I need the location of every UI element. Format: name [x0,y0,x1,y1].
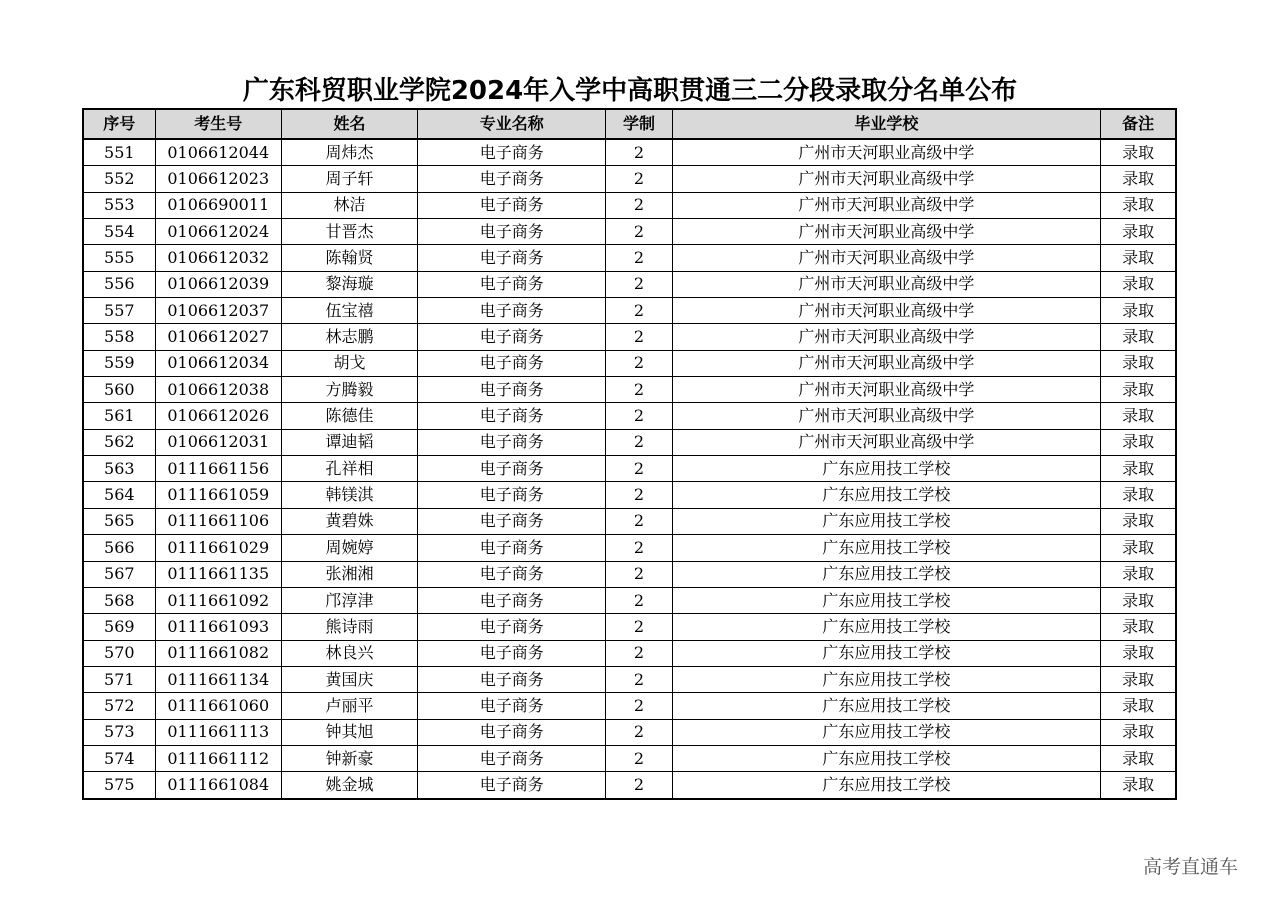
cell-school: 广州市天河职业高级中学 [672,271,1101,297]
cell-years: 2 [606,139,672,166]
cell-exam-id: 0106612023 [155,166,281,192]
column-header-serial: 序号 [83,109,155,139]
cell-name: 周子轩 [281,166,417,192]
table-row [83,377,1176,403]
cell-exam-id: 0111661084 [155,772,281,799]
table-row [83,535,1176,561]
cell-name: 黎海璇 [281,271,417,297]
cell-exam-id: 0106612039 [155,271,281,297]
cell-exam-id: 0111661092 [155,587,281,613]
cell-school: 广东应用技工学校 [672,508,1101,534]
cell-major: 电子商务 [418,271,606,297]
cell-serial: 565 [83,508,155,534]
table-row [83,456,1176,482]
cell-major: 电子商务 [418,219,606,245]
cell-school: 广东应用技工学校 [672,719,1101,745]
cell-major: 电子商务 [418,614,606,640]
cell-name: 谭迪韬 [281,429,417,455]
column-header-note: 备注 [1101,109,1176,139]
cell-major: 电子商务 [418,772,606,799]
cell-school: 广州市天河职业高级中学 [672,429,1101,455]
cell-major: 电子商务 [418,166,606,192]
cell-name: 卢丽平 [281,693,417,719]
table-row [83,324,1176,350]
cell-major: 电子商务 [418,482,606,508]
column-header-school: 毕业学校 [672,109,1101,139]
table-row [83,745,1176,771]
cell-serial: 570 [83,640,155,666]
cell-serial: 559 [83,350,155,376]
cell-major: 电子商务 [418,693,606,719]
cell-exam-id: 0106612044 [155,139,281,166]
cell-major: 电子商务 [418,640,606,666]
cell-major: 电子商务 [418,561,606,587]
cell-major: 电子商务 [418,666,606,692]
cell-serial: 558 [83,324,155,350]
cell-exam-id: 0111661134 [155,666,281,692]
cell-school: 广州市天河职业高级中学 [672,219,1101,245]
cell-exam-id: 0111661106 [155,508,281,534]
cell-note: 录取 [1101,350,1176,376]
cell-serial: 560 [83,377,155,403]
cell-major: 电子商务 [418,456,606,482]
cell-school: 广州市天河职业高级中学 [672,324,1101,350]
cell-note: 录取 [1101,271,1176,297]
cell-note: 录取 [1101,719,1176,745]
cell-serial: 575 [83,772,155,799]
cell-school: 广东应用技工学校 [672,587,1101,613]
cell-years: 2 [606,298,672,324]
cell-years: 2 [606,271,672,297]
cell-major: 电子商务 [418,429,606,455]
cell-serial: 556 [83,271,155,297]
cell-note: 录取 [1101,139,1176,166]
page-title: 广东科贸职业学院2024年入学中高职贯通三二分段录取分名单公布 [242,76,1018,106]
cell-name: 陈翰贤 [281,245,417,271]
cell-years: 2 [606,219,672,245]
cell-serial: 567 [83,561,155,587]
cell-note: 录取 [1101,614,1176,640]
table-row [83,561,1176,587]
table-row [83,719,1176,745]
cell-serial: 572 [83,693,155,719]
cell-years: 2 [606,614,672,640]
cell-exam-id: 0111661113 [155,719,281,745]
cell-years: 2 [606,587,672,613]
cell-school: 广州市天河职业高级中学 [672,298,1101,324]
cell-years: 2 [606,324,672,350]
table-row [83,693,1176,719]
cell-note: 录取 [1101,298,1176,324]
admission-table [82,108,1177,800]
cell-note: 录取 [1101,561,1176,587]
cell-name: 张湘湘 [281,561,417,587]
column-header-years: 学制 [606,109,672,139]
cell-name: 钟其旭 [281,719,417,745]
table-row [83,666,1176,692]
cell-major: 电子商务 [418,139,606,166]
cell-note: 录取 [1101,377,1176,403]
cell-name: 黄碧姝 [281,508,417,534]
cell-exam-id: 0106612034 [155,350,281,376]
cell-note: 录取 [1101,508,1176,534]
cell-years: 2 [606,350,672,376]
cell-note: 录取 [1101,482,1176,508]
cell-years: 2 [606,666,672,692]
watermark-text: 高考直通车 [1143,856,1239,878]
table-row [83,271,1176,297]
cell-exam-id: 0106612032 [155,245,281,271]
cell-note: 录取 [1101,219,1176,245]
cell-school: 广州市天河职业高级中学 [672,245,1101,271]
cell-name: 林良兴 [281,640,417,666]
cell-school: 广州市天河职业高级中学 [672,166,1101,192]
cell-major: 电子商务 [418,324,606,350]
cell-years: 2 [606,429,672,455]
cell-school: 广东应用技工学校 [672,693,1101,719]
cell-major: 电子商务 [418,192,606,218]
cell-years: 2 [606,772,672,799]
table-body [83,139,1176,799]
cell-years: 2 [606,377,672,403]
cell-name: 林志鹏 [281,324,417,350]
cell-exam-id: 0106612031 [155,429,281,455]
cell-exam-id: 0111661029 [155,535,281,561]
table-row [83,166,1176,192]
cell-serial: 563 [83,456,155,482]
column-header-exam-id: 考生号 [155,109,281,139]
cell-major: 电子商务 [418,350,606,376]
cell-serial: 555 [83,245,155,271]
cell-years: 2 [606,482,672,508]
cell-name: 钟新豪 [281,745,417,771]
cell-name: 伍宝禧 [281,298,417,324]
cell-school: 广东应用技工学校 [672,561,1101,587]
cell-name: 方腾毅 [281,377,417,403]
cell-years: 2 [606,403,672,429]
cell-serial: 571 [83,666,155,692]
cell-exam-id: 0106612024 [155,219,281,245]
cell-serial: 551 [83,139,155,166]
cell-name: 胡戈 [281,350,417,376]
table-row [83,614,1176,640]
cell-note: 录取 [1101,192,1176,218]
cell-serial: 561 [83,403,155,429]
cell-school: 广东应用技工学校 [672,745,1101,771]
table-row [83,219,1176,245]
cell-serial: 569 [83,614,155,640]
table-row [83,192,1176,218]
cell-exam-id: 0111661060 [155,693,281,719]
cell-years: 2 [606,561,672,587]
cell-name: 韩镁淇 [281,482,417,508]
cell-exam-id: 0106690011 [155,192,281,218]
cell-school: 广东应用技工学校 [672,772,1101,799]
cell-school: 广东应用技工学校 [672,535,1101,561]
table-row [83,139,1176,166]
cell-years: 2 [606,535,672,561]
cell-major: 电子商务 [418,508,606,534]
cell-note: 录取 [1101,666,1176,692]
table-row [83,429,1176,455]
cell-name: 周炜杰 [281,139,417,166]
cell-exam-id: 0111661156 [155,456,281,482]
cell-school: 广东应用技工学校 [672,456,1101,482]
cell-name: 林洁 [281,192,417,218]
cell-note: 录取 [1101,772,1176,799]
table-row [83,245,1176,271]
cell-note: 录取 [1101,745,1176,771]
cell-school: 广州市天河职业高级中学 [672,377,1101,403]
cell-name: 陈德佳 [281,403,417,429]
cell-years: 2 [606,508,672,534]
cell-note: 录取 [1101,245,1176,271]
cell-name: 孔祥相 [281,456,417,482]
table-row [83,640,1176,666]
cell-major: 电子商务 [418,745,606,771]
cell-note: 录取 [1101,535,1176,561]
cell-serial: 552 [83,166,155,192]
table-row [83,298,1176,324]
cell-major: 电子商务 [418,298,606,324]
table-row [83,482,1176,508]
table-row [83,350,1176,376]
cell-years: 2 [606,745,672,771]
cell-note: 录取 [1101,640,1176,666]
cell-note: 录取 [1101,693,1176,719]
cell-exam-id: 0106612037 [155,298,281,324]
cell-serial: 554 [83,219,155,245]
cell-serial: 564 [83,482,155,508]
cell-school: 广东应用技工学校 [672,614,1101,640]
cell-note: 录取 [1101,324,1176,350]
table-row [83,772,1176,799]
cell-note: 录取 [1101,403,1176,429]
cell-years: 2 [606,719,672,745]
cell-exam-id: 0106612038 [155,377,281,403]
cell-exam-id: 0111661135 [155,561,281,587]
cell-name: 熊诗雨 [281,614,417,640]
cell-years: 2 [606,192,672,218]
cell-school: 广东应用技工学校 [672,640,1101,666]
cell-serial: 574 [83,745,155,771]
cell-major: 电子商务 [418,403,606,429]
cell-serial: 557 [83,298,155,324]
cell-note: 录取 [1101,166,1176,192]
column-header-name: 姓名 [281,109,417,139]
table-header-row [83,109,1176,139]
cell-name: 黄国庆 [281,666,417,692]
cell-years: 2 [606,245,672,271]
cell-exam-id: 0111661112 [155,745,281,771]
cell-note: 录取 [1101,456,1176,482]
cell-exam-id: 0106612027 [155,324,281,350]
cell-exam-id: 0111661059 [155,482,281,508]
cell-major: 电子商务 [418,377,606,403]
cell-name: 周婉婷 [281,535,417,561]
cell-school: 广州市天河职业高级中学 [672,403,1101,429]
cell-name: 甘晋杰 [281,219,417,245]
cell-name: 邝淳津 [281,587,417,613]
cell-school: 广州市天河职业高级中学 [672,350,1101,376]
table-row [83,508,1176,534]
table-row [83,403,1176,429]
cell-years: 2 [606,166,672,192]
cell-major: 电子商务 [418,587,606,613]
cell-serial: 568 [83,587,155,613]
cell-school: 广州市天河职业高级中学 [672,192,1101,218]
cell-exam-id: 0111661082 [155,640,281,666]
cell-note: 录取 [1101,429,1176,455]
cell-major: 电子商务 [418,719,606,745]
cell-serial: 553 [83,192,155,218]
cell-note: 录取 [1101,587,1176,613]
cell-serial: 566 [83,535,155,561]
cell-school: 广东应用技工学校 [672,666,1101,692]
cell-name: 姚金城 [281,772,417,799]
cell-exam-id: 0106612026 [155,403,281,429]
cell-major: 电子商务 [418,535,606,561]
table-row [83,587,1176,613]
cell-years: 2 [606,456,672,482]
cell-serial: 562 [83,429,155,455]
cell-years: 2 [606,693,672,719]
cell-major: 电子商务 [418,245,606,271]
cell-school: 广州市天河职业高级中学 [672,139,1101,166]
cell-exam-id: 0111661093 [155,614,281,640]
cell-school: 广东应用技工学校 [672,482,1101,508]
column-header-major: 专业名称 [418,109,606,139]
cell-years: 2 [606,640,672,666]
cell-serial: 573 [83,719,155,745]
